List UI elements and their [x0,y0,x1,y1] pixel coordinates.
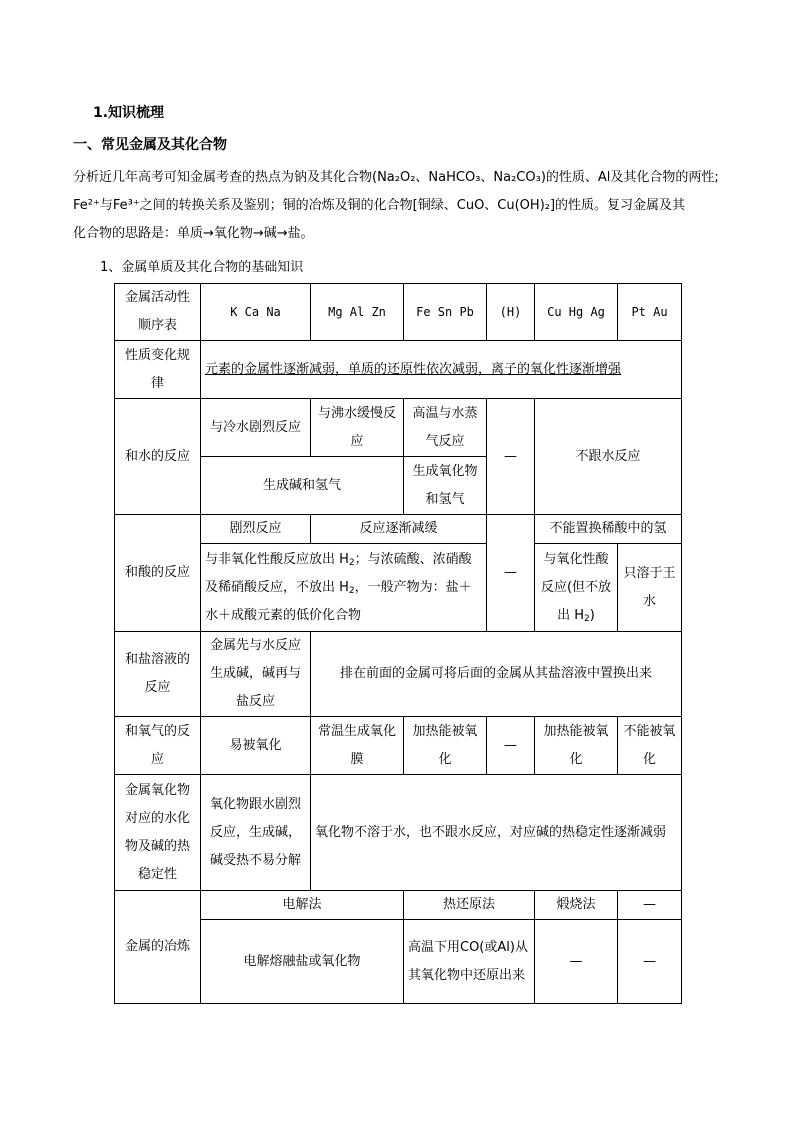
intro-line-1: 分析近几年高考可知金属考查的热点为钠及其化合物(Na₂O₂、NaHCO₃、Na₂CO₃)的性质、Al及其化合物的两性; [73,170,719,185]
cell-water-dash: — [487,399,535,515]
cell-smelting-dash-3: — [618,920,682,1004]
acid-detail-sub-2: 2 [348,585,355,596]
cell-base-and-hydrogen: 生成碱和氢气 [201,457,404,515]
cell-oxide-and-hydrogen: 生成氧化物和氢气 [404,457,487,515]
row-label-activity-series: 金属活动性顺序表 [115,284,201,341]
table-row [115,775,682,891]
cell-violent-reaction: 剧烈反应 [201,515,311,544]
section-heading-metals: 一、常见金属及其化合物 [73,137,227,153]
table-row [115,544,682,632]
acid-detail-text-2: ；与浓硫酸、浓硝酸及稀硝酸反应，不放出 H [205,551,472,595]
table-row [115,891,682,920]
cell-heat-oxidized-1: 加热能被氧化 [404,717,487,775]
table-row [115,341,682,399]
table-row [115,515,682,544]
row-label-acid-reaction: 和酸的反应 [115,515,201,632]
intro-line-3: 化合物的思路是：单质→氧化物→碱→盐。 [73,226,314,241]
cell-displacement-rule: 排在前面的金属可将后面的金属从其盐溶液中置换出来 [311,632,682,717]
cell-pt-au: Pt Au [618,284,682,341]
table-row [115,284,682,341]
cell-property-trend: 元素的金属性逐渐减弱，单质的还原性依次减弱，离子的氧化性逐渐增强 [201,341,682,399]
cell-oxide-water-violent: 氧化物跟水剧烈反应，生成碱，碱受热不易分解 [201,775,311,891]
cell-calcination: 煅烧法 [535,891,618,920]
cell-slowing-reaction: 反应逐渐减缓 [311,515,487,544]
acid-detail-text-3: ，一般产物为：盐＋水＋成酸元素的低价化合物 [205,579,472,623]
table-row [115,717,682,775]
cell-acid-dash: — [487,515,535,632]
intro-line-2: Fe²⁺与Fe³⁺之间的转换关系及鉴别；铜的冶炼及铜的化合物[铜绿、CuO、Cu(OH)₂]的性质。复习金属及其 [73,198,686,213]
cell-smelting-dash-2: — [535,920,618,1004]
intro-paragraph [73,164,743,248]
cell-h: (H) [487,284,535,341]
row-label-salt-reaction: 和盐溶液的反应 [115,632,201,717]
row-label-property-trend: 性质变化规律 [115,341,201,399]
table-caption: 1、金属单质及其化合物的基础知识 [100,260,304,275]
table-row [115,632,682,717]
row-label-metal-smelting: 金属的冶炼 [115,891,201,1004]
metal-knowledge-table [114,283,682,1004]
cell-electrolyze-molten: 电解熔融盐或氧化物 [201,920,404,1004]
cell-acid-reaction-detail [201,544,487,632]
cell-aqua-regia: 只溶于王水 [618,544,682,632]
row-label-hydroxide-stability: 金属氧化物对应的水化物及碱的热稳定性 [115,775,201,891]
acid-detail-sub-1: 2 [348,557,355,568]
cell-mg-al-zn: Mg Al Zn [311,284,404,341]
cell-electrolysis: 电解法 [201,891,404,920]
row-label-water-reaction: 和水的反应 [115,399,201,515]
cell-no-hydrogen-displacement: 不能置换稀酸中的氢 [535,515,682,544]
cell-oxidizing-acid [535,544,618,632]
cell-co-reduction: 高温下用CO(或Al)从其氧化物中还原出来 [404,920,535,1004]
cell-easily-oxidized: 易被氧化 [201,717,311,775]
cell-no-water-reaction: 不跟水反应 [535,399,682,515]
cell-k-ca-na: K Ca Na [201,284,311,341]
oxidizing-acid-sub: 2 [584,613,590,624]
cell-steam: 高温与水蒸气反应 [404,399,487,457]
cell-smelting-dash-1: — [618,891,682,920]
cell-boiling-water: 与沸水缓慢反应 [311,399,404,457]
cell-not-oxidized: 不能被氧化 [618,717,682,775]
table-row [115,920,682,1004]
section-heading-knowledge: 1.知识梳理 [93,105,165,121]
oxidizing-acid-text-2: ) [589,607,595,623]
cell-water-then-salt: 金属先与水反应生成碱，碱再与盐反应 [201,632,311,717]
table-row [115,399,682,457]
row-label-oxygen-reaction: 和氧气的反应 [115,717,201,775]
acid-detail-text-1: 与非氧化性酸反应放出 H [205,551,349,567]
oxidizing-acid-text-1: 与氧化性酸反应(但不放出 H [540,551,612,623]
cell-oxide-film: 常温生成氧化膜 [311,717,404,775]
cell-heat-oxidized-2: 加热能被氧化 [535,717,618,775]
cell-oxide-insoluble: 氧化物不溶于水，也不跟水反应，对应碱的热稳定性逐渐减弱 [311,775,682,891]
cell-cu-hg-ag: Cu Hg Ag [535,284,618,341]
cell-oxygen-dash: — [487,717,535,775]
cell-thermal-reduction: 热还原法 [404,891,535,920]
cell-cold-water: 与冷水剧烈反应 [201,399,311,457]
cell-fe-sn-pb: Fe Sn Pb [404,284,487,341]
